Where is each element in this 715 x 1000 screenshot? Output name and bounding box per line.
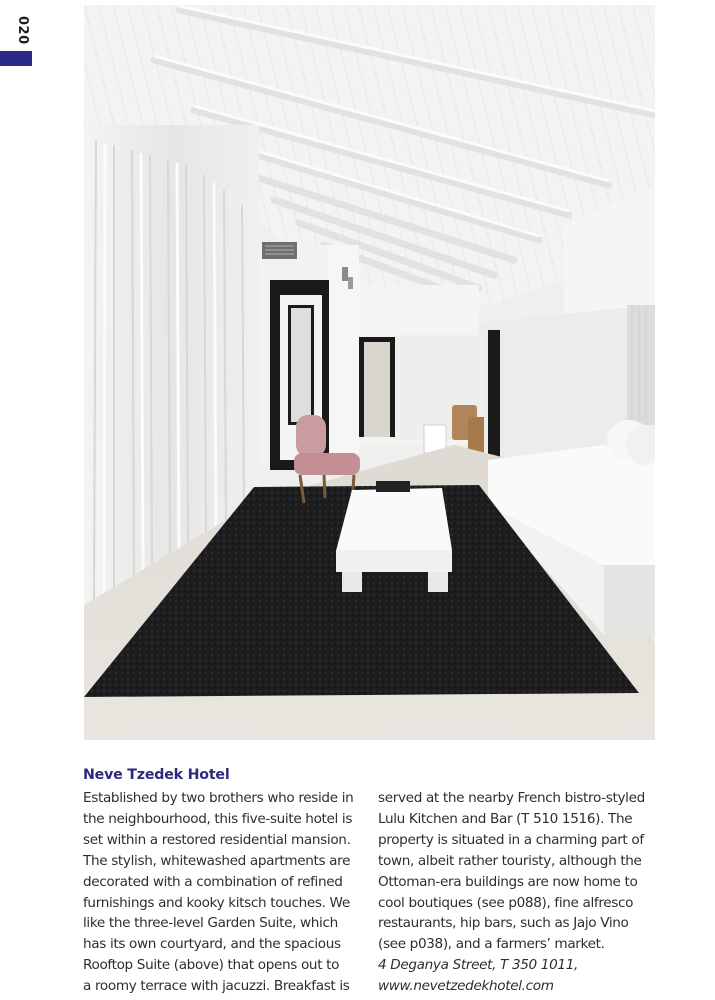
body-line: served at the nearby French bistro-styled [378,790,645,806]
body-line: (see p038), and a farmers’ market. [378,936,605,953]
body-line: decorated with a combination of refined [83,873,343,890]
body-line: set within a restored residential mansion. [83,831,351,848]
hotel-suite-photo [84,5,655,740]
body-line: Established by two brothers who reside in [83,790,354,806]
body-line: like the three-level Garden Suite, which [83,915,338,932]
body-line: The stylish, whitewashed apartments are [83,852,351,869]
body-line: has its own courtyard, and the spacious [83,936,341,953]
page-number-text: 020 [15,16,30,45]
body-line: furnishings and kooky kitsch touches. We [83,894,350,911]
page-number [6,4,46,44]
article [83,767,673,1000]
article-column-right [378,788,668,997]
body-line: town, albeit rather touristy, although the [378,852,642,869]
article-column-left [83,788,358,997]
body-line: a roomy terrace with jacuzzi. Breakfast is [83,978,350,995]
body-line: cool boutiques (see p088), fine alfresco [378,894,634,911]
hotel-website-link[interactable]: www.nevetzedekhotel.com [378,978,554,995]
article-title: Neve Tzedek Hotel [83,767,230,783]
body-line: Lulu Kitchen and Bar (T 510 1516). The [378,810,633,827]
body-line: the neighbourhood, this five-suite hotel is [83,810,353,827]
body-line: Rooftop Suite (above) that opens out to [83,957,340,974]
hotel-address: 4 Deganya Street, T 350 1011, [378,957,578,974]
body-line: property is situated in a charming part of [378,831,644,848]
section-tab-marker [0,51,32,66]
body-line: restaurants, hip bars, such as Jajo Vino [378,915,629,932]
body-line: Ottoman-era buildings are now home to [378,873,638,890]
